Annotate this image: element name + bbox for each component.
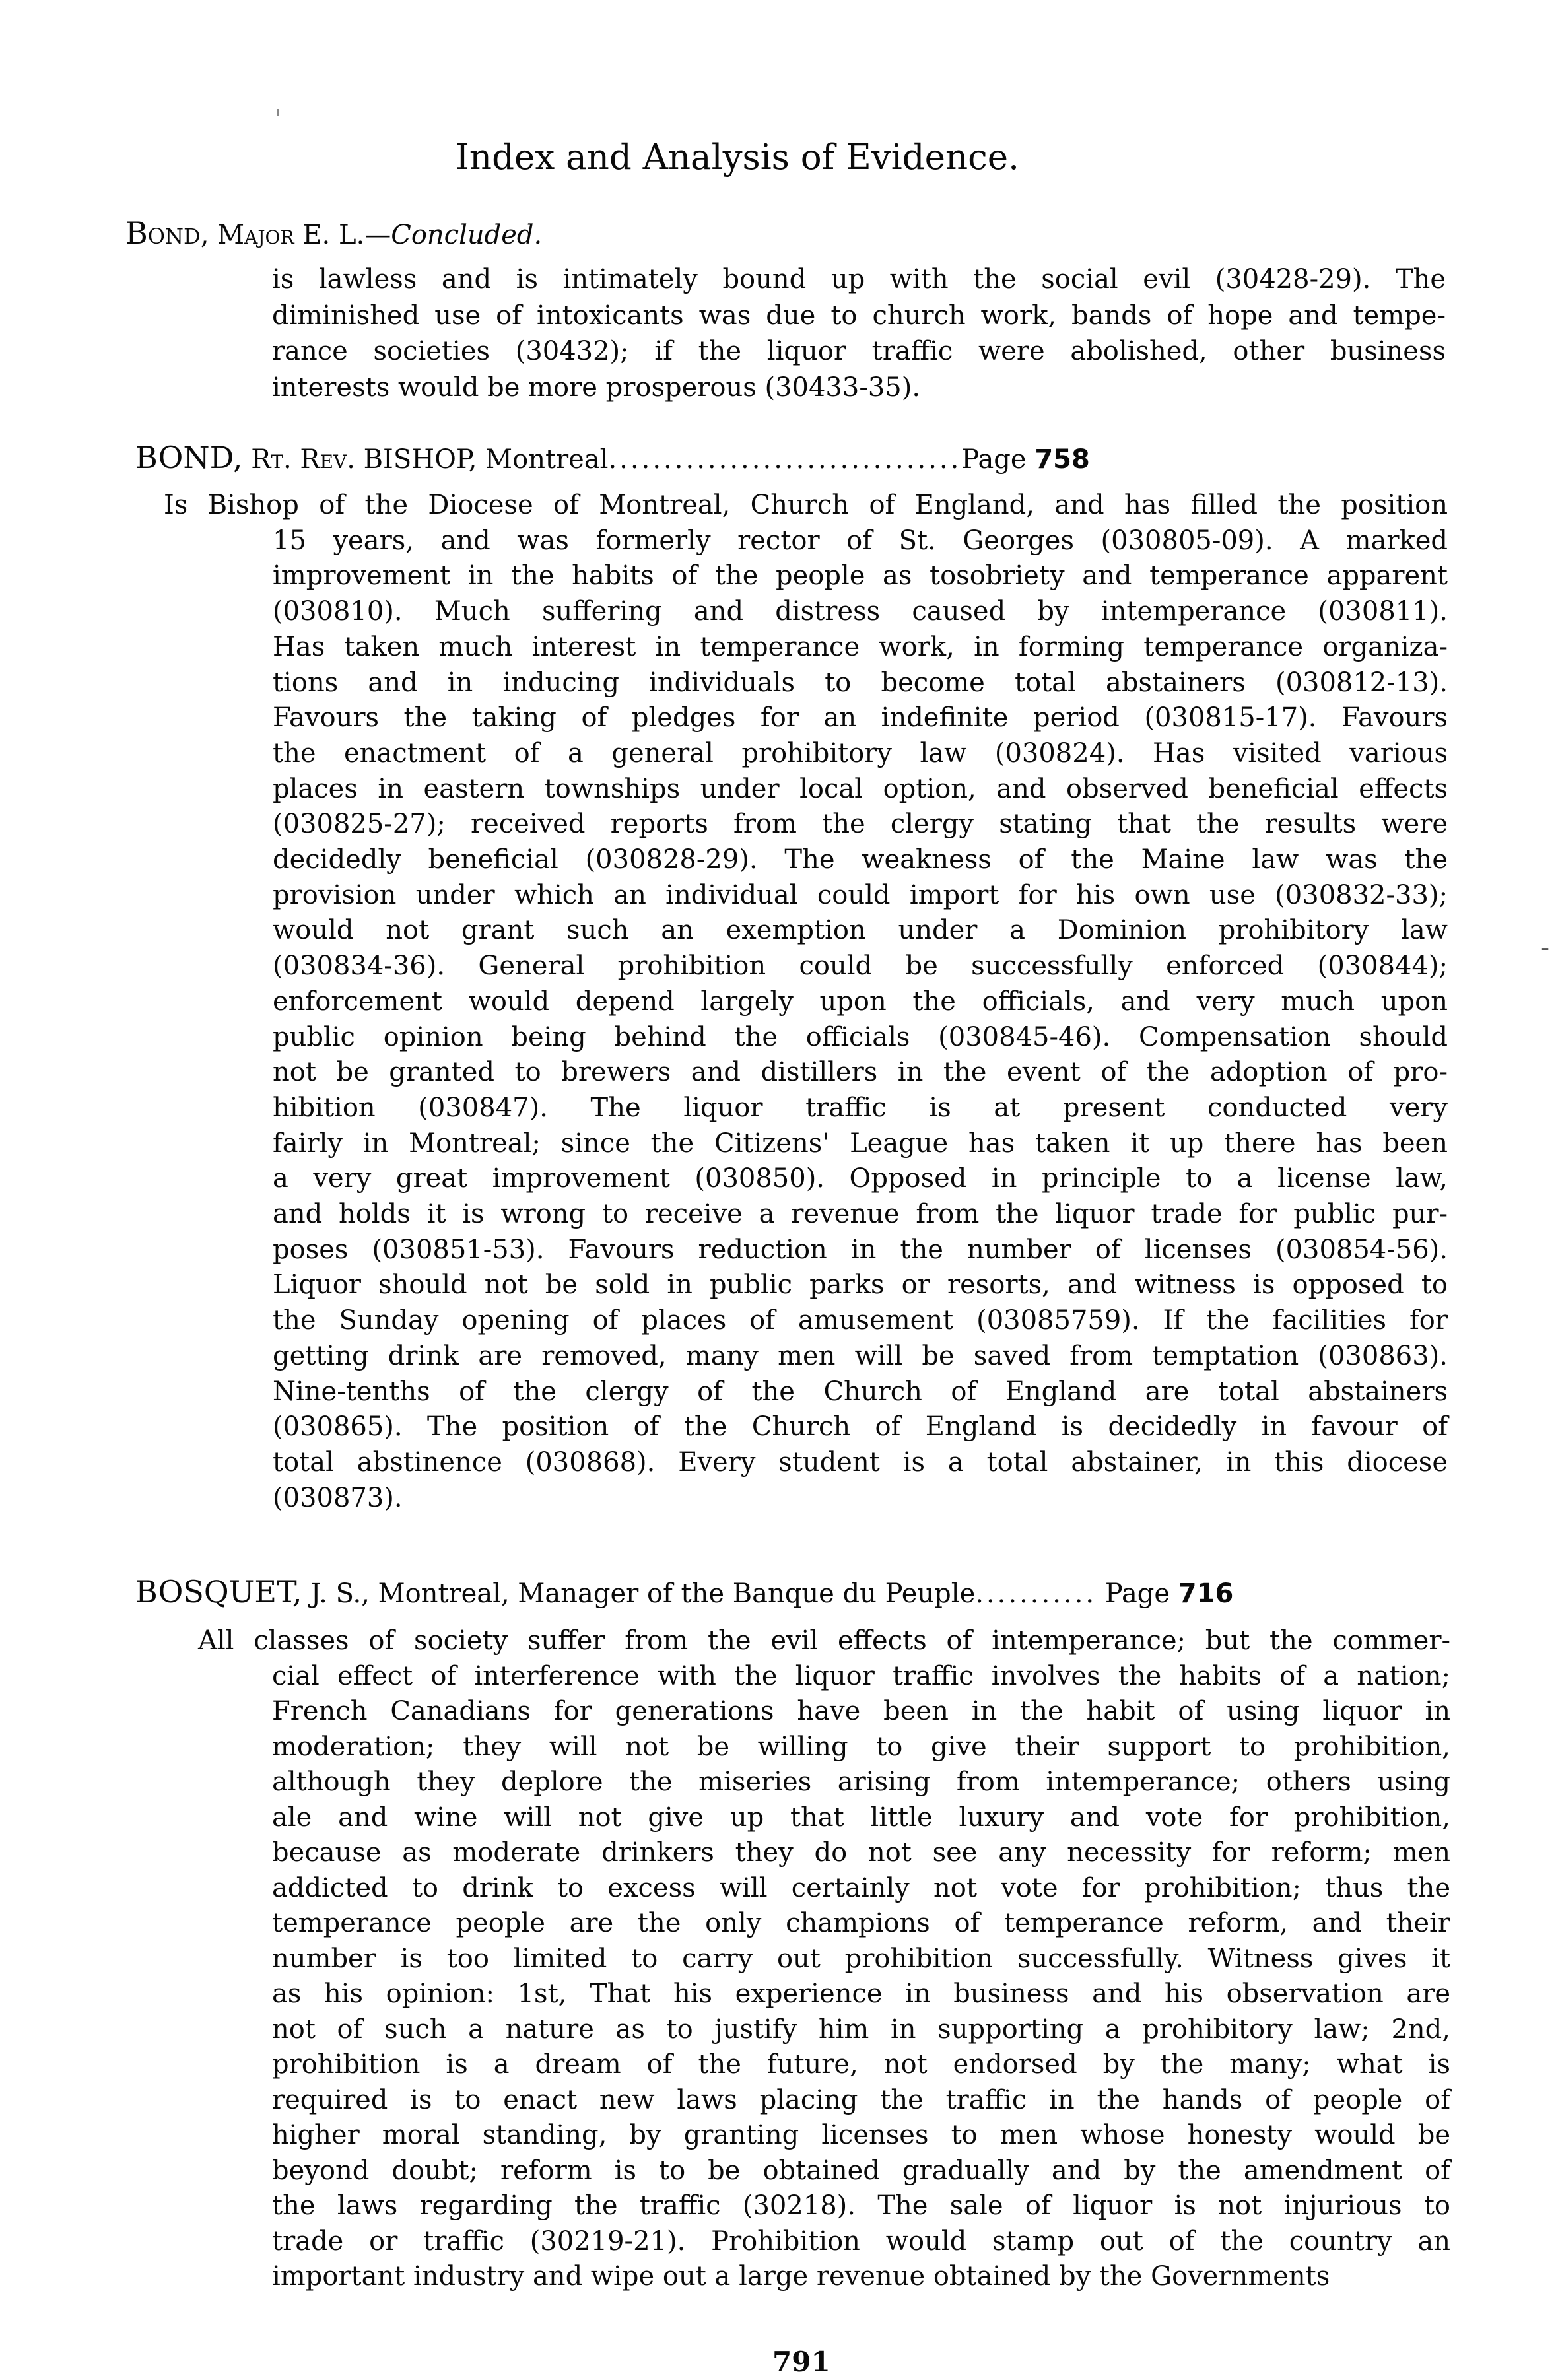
heading-rank: Major <box>217 220 294 250</box>
text-line: is lawless and is intimately bound up with the social evil (30428-29). The <box>272 264 1446 294</box>
text-line: decidedly beneficial (030828-29). The weakness of the Maine law was the <box>273 844 1448 875</box>
text-line: prohibition is a dream of the future, not endorsed by the many; what is <box>272 2049 1450 2080</box>
text-line: 15 years, and was formerly rector of St. Georges (030805-09). A marked <box>273 525 1448 556</box>
text-line: (030834-36). General prohibition could be successfully enforced (030844); <box>273 951 1448 982</box>
page-label: Page <box>961 444 1027 475</box>
text-line: public opinion being behind the officials (030845-46). Compensation should <box>273 1021 1448 1052</box>
page-title: Index and Analysis of Evidence. <box>456 137 1019 178</box>
text-line: All classes of society suffer from the evil effects of intemperance; but the commer- <box>198 1625 1450 1656</box>
text-line: higher moral standing, by granting licenses to men whose honesty would be <box>272 2120 1450 2150</box>
text-line: as his opinion: 1st, That his experience in business and his observation are <box>272 1979 1450 2009</box>
text-line: the enactment of a general prohibitory law (030824). Has visited various <box>273 737 1448 768</box>
text-line: beyond doubt; reform is to be obtained gradually and by the amendment of <box>272 2155 1450 2186</box>
heading-surname: BOND, <box>135 440 243 475</box>
text-line: temperance people are the only champions of temperance reform, and their <box>272 1908 1450 1938</box>
text-line: tions and in inducing individuals to become total abstainers (030812-13). <box>273 667 1448 698</box>
text-line: poses (030851-53). Favours reduction in the number of licenses (030854-56). <box>273 1234 1448 1265</box>
dot-leader: ........... <box>975 1579 1097 1609</box>
text-line: number is too limited to carry out prohibition successfully. Witness gives it <box>272 1943 1450 1974</box>
page-reference: 758 <box>1034 444 1090 475</box>
text-line: cial effect of interference with the liquor traffic involves the habits of a nation; <box>272 1660 1450 1691</box>
page-reference: 716 <box>1178 1579 1234 1609</box>
text-line: total abstinence (030868). Every student is a total abstainer, in this diocese <box>273 1446 1448 1478</box>
heading-note: Concluded. <box>391 220 543 250</box>
heading-initials: E. L.— <box>302 220 391 250</box>
text-line: French Canadians for generations have been in the habit of using liquor in <box>272 1696 1450 1726</box>
margin-mark: ‑ <box>1541 933 1549 962</box>
text-line: not of such a nature as to justify him in supporting a prohibitory law; 2nd, <box>272 2014 1450 2045</box>
text-line: required is to enact new laws placing the traffic in the hands of people of <box>272 2084 1450 2115</box>
entry-heading-bond-major: Bond, Major E. L.—Concluded. <box>125 215 543 251</box>
text-line: (030825-27); received reports from the clergy stating that the results were <box>273 809 1448 840</box>
text-line: moderation; they will not be willing to give their support to prohibition, <box>272 1731 1450 1762</box>
page-number: 791 <box>772 2346 830 2378</box>
text-line: although they deplore the miseries arising from intemperance; others using <box>272 1767 1450 1797</box>
text-line: (030810). Much suffering and distress caused by intemperance (030811). <box>273 596 1448 627</box>
entry-heading-bond-bishop <box>135 442 1090 473</box>
heading-rest: BISHOP, Montreal <box>363 444 609 475</box>
text-line: trade or traffic (30219-21). Prohibition would stamp out of the country an <box>272 2226 1450 2257</box>
text-line: because as moderate drinkers they do not see any necessity for reform; men <box>272 1837 1450 1868</box>
text-line: a very great improvement (030850). Opposed in principle to a license law, <box>273 1163 1448 1194</box>
dot-leader: ................................ <box>608 444 962 475</box>
text-line: important industry and wipe out a large revenue obtained by the Governments <box>272 2261 1330 2292</box>
text-line: ale and wine will not give up that little luxury and vote for prohibition, <box>272 1802 1450 1833</box>
text-line: would not grant such an exemption under a Dominion prohibitory law <box>273 915 1448 946</box>
text-line: and holds it is wrong to receive a revenue from the liquor trade for public pur- <box>273 1199 1448 1229</box>
text-line: Has taken much interest in temperance work, in forming temperance organiza- <box>273 631 1448 662</box>
text-line: improvement in the habits of the people as tosobriety and temperance apparent <box>273 561 1448 592</box>
text-line: Liquor should not be sold in public parks or resorts, and witness is opposed to <box>273 1270 1448 1301</box>
text-line: diminished use of intoxicants was due to church work, bands of hope and tempe- <box>272 300 1446 331</box>
heading-title: Rt. Rev. <box>251 444 355 475</box>
text-line: addicted to drink to excess will certainly not vote for prohibition; thus the <box>272 1872 1450 1903</box>
text-line: hibition (030847). The liquor traffic is at present conducted very <box>273 1092 1448 1123</box>
heading-surname: Bond <box>125 215 201 251</box>
text-line: Is Bishop of the Diocese of Montreal, Church of England, and has filled the position <box>164 490 1448 520</box>
text-line: rance societies (30432); if the liquor traffic were abolished, other business <box>272 336 1446 366</box>
text-line: (030865). The position of the Church of England is decidedly in favour of <box>273 1411 1448 1443</box>
text-line: provision under which an individual could import for his own use (030832-33); <box>273 879 1448 910</box>
heading-surname: BOSQUET, <box>135 1574 302 1610</box>
text-line: the laws regarding the traffic (30218). The sale of liquor is not injurious to <box>272 2191 1450 2221</box>
text-line: places in eastern townships under local option, and observed beneficial effects <box>273 773 1448 804</box>
text-line: Nine-tenths of the clergy of the Church of England are total abstainers <box>273 1376 1448 1407</box>
text-line: getting drink are removed, many men will be saved from temptation (030863). <box>273 1340 1448 1371</box>
text-line: interests would be more prosperous (30433-35). <box>272 372 921 403</box>
text-line: not be granted to brewers and distillers in the event of the adoption of pro- <box>273 1057 1448 1088</box>
text-line: Favours the taking of pledges for an indefinite period (030815-17). Favours <box>273 702 1448 733</box>
text-line: enforcement would depend largely upon the officials, and very much upon <box>273 986 1448 1017</box>
heading-rest: J. S., Montreal, Manager of the Banque du Peuple <box>310 1579 976 1609</box>
entry-heading-bosquet <box>135 1574 1234 1610</box>
scan-mark <box>277 109 279 116</box>
text-line: (030873). <box>273 1482 403 1513</box>
text-line: the Sunday opening of places of amusement (03085759). If the facilities for <box>273 1305 1448 1336</box>
page-label: Page <box>1104 1579 1170 1609</box>
text-line: fairly in Montreal; since the Citizens' League has taken it up there has been <box>273 1128 1448 1159</box>
